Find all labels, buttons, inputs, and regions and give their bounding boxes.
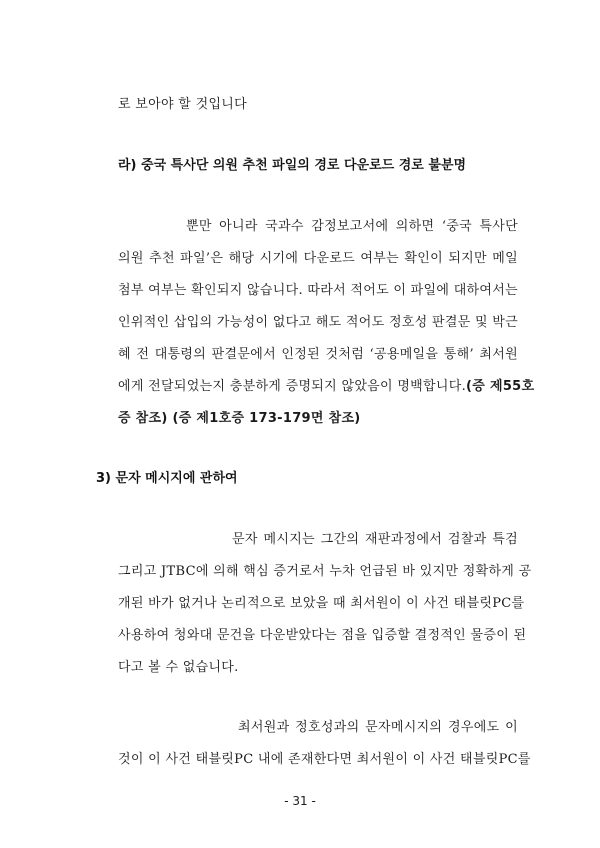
text-line: 것이 이 사건 태블릿PC 내에 존재한다면 최서원이 이 사건 태블릿PC를 [118,752,531,767]
text-line: 최서원과 정호성과의 문자메시지의 경우에도 이 [238,720,518,735]
section-heading-3: 3) 문자 메시지에 관하여 [96,471,238,486]
text-line: 개된 바가 없거나 논리적으로 보았을 때 최서원이 이 사건 태블릿PC를 [118,596,525,611]
text-line: 혜 전 대통령의 판결문에서 인정된 것처럼 ‘공용메일을 통해’ 최서원 [118,347,518,362]
text-line: 인위적인 삽입의 가능성이 없다고 해도 적어도 정호성 판결문 및 박근 [118,315,518,330]
reference-span: (증 제55호 [466,379,535,394]
text-line: 첨부 여부는 확인되지 않습니다. 따라서 적어도 이 파일에 대하여서는 [118,283,518,298]
text-line: 그리고 JTBC에 의해 핵심 증거로서 누차 언급된 바 있지만 정확하게 공 [118,564,532,579]
text-line: 뿐만 아니라 국과수 감정보고서에 의하면 ‘중국 특사단 [186,219,518,234]
text-line: 사용하여 청와대 문건을 다운받았다는 점을 입증할 결정적인 물증이 된 [118,628,527,643]
page-number: - 31 - [284,794,316,808]
reference-line: 증 참조) (증 제1호증 173-179면 참조) [118,411,361,426]
text-line: 의원 추천 파일’은 해당 시기에 다운로드 여부는 확인이 되지만 메일 [118,251,518,266]
text-line: 다고 볼 수 없습니다. [118,660,239,675]
text-line: 로 보아야 할 것입니다 [118,97,248,112]
text-line-mixed [118,378,535,396]
text-line: 문자 메시지는 그간의 재판과정에서 검찰과 특검 [232,532,518,547]
text-span: 에게 전달되었는지 충분하게 증명되지 않았음이 명백합니다. [118,379,467,394]
section-heading-ra: 라) 중국 특사단 의원 추천 파일의 경로 다운로드 경로 불분명 [118,158,467,173]
